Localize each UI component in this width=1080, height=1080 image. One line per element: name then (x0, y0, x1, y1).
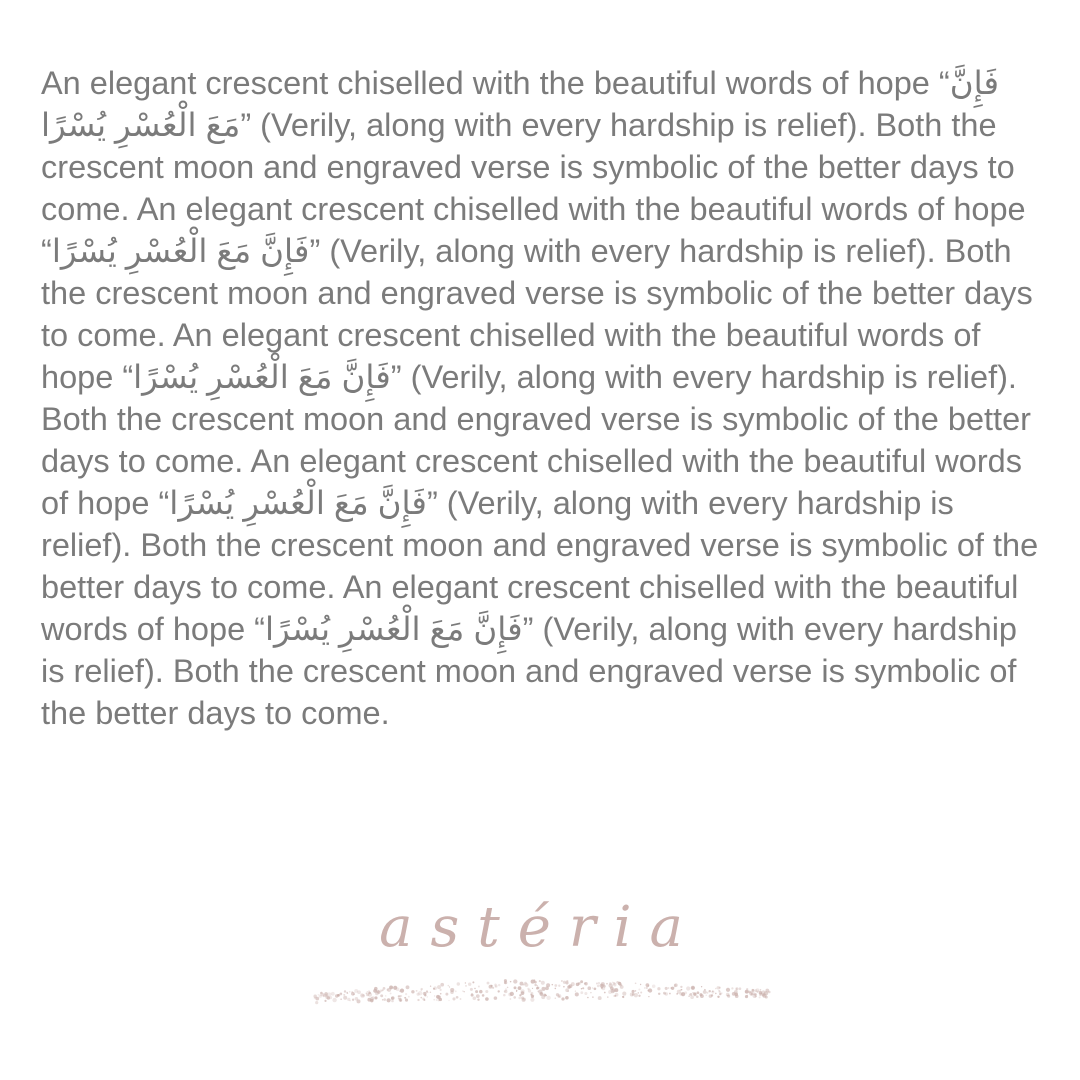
description-paragraph: An elegant crescent chiselled with the beautiful words of hope “فَإِنَّ مَعَ الْعُسْرِ يُسْرًا” (Verily, along with every hardship is relief). Both the crescent moon and engraved verse is symbolic of the better days to come. An elegant crescent chiselled with the beautiful words of hope “فَإِنَّ مَعَ الْعُسْرِ يُسْرًا” (Verily, along with every hardship is relief). Both the crescent moon and engraved verse is symbolic of the better days to come. An elegant crescent chiselled with the beautiful words of hope “فَإِنَّ مَعَ الْعُسْرِ يُسْرًا” (Verily, along with every hardship is relief). Both the crescent moon and engraved verse is symbolic of the better days to come. An elegant crescent chiselled with the beautiful words of hope “فَإِنَّ مَعَ الْعُسْرِ يُسْرًا” (Verily, along with every hardship is relief). Both the crescent moon and engraved verse is symbolic of the better days to come. An elegant crescent chiselled with the beautiful words of hope “فَإِنَّ مَعَ الْعُسْرِ يُسْرًا” (Verily, along with every hardship is relief). Both the crescent moon and engraved verse is symbolic of the better days to come. (41, 65, 1039, 731)
brand-wordmark: astéria (379, 895, 701, 960)
brand-logo-graphic (300, 880, 780, 1030)
glitter-swash-icon (313, 979, 770, 1004)
brand-logo (300, 880, 780, 1030)
